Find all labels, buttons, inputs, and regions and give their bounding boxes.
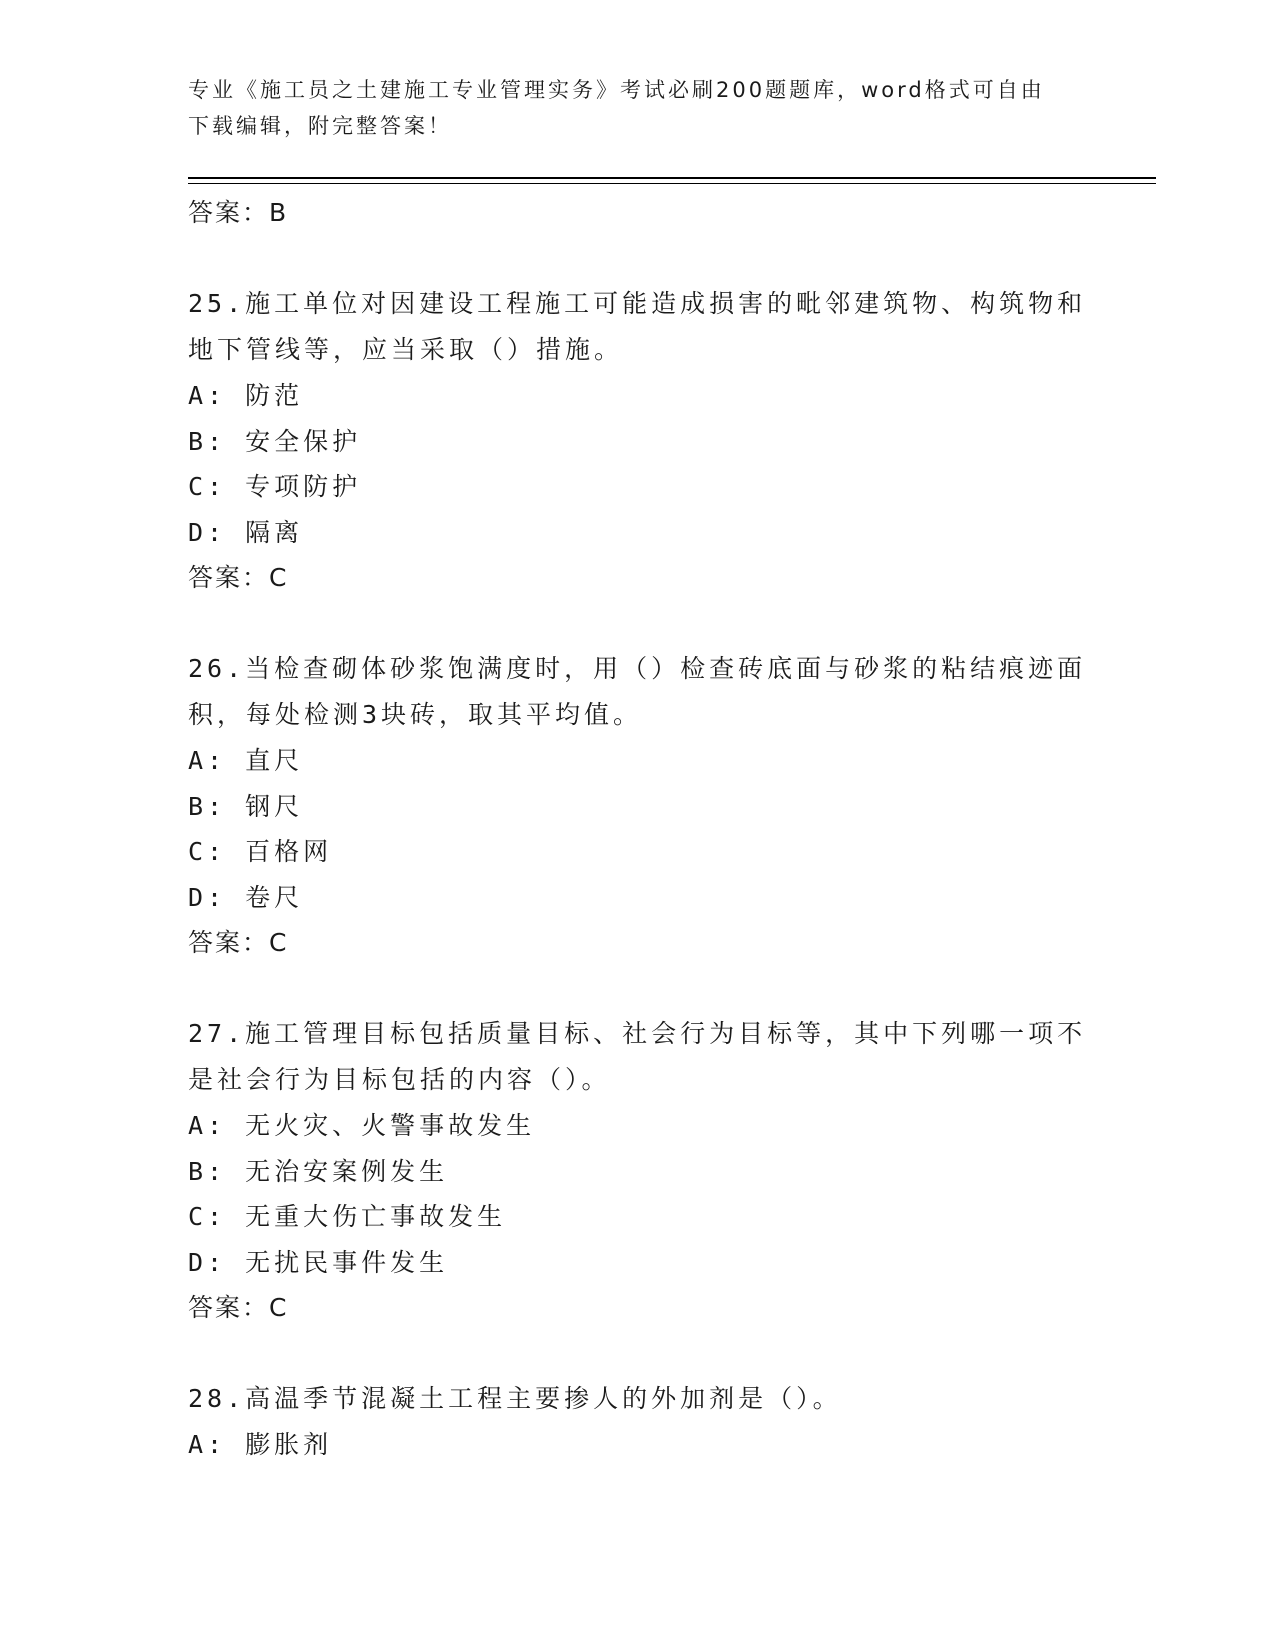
question-25	[188, 281, 1088, 600]
header-line-1: 专业《施工员之土建施工专业管理实务》考试必刷200题题库，word格式可自由	[188, 78, 1045, 102]
option-d: D: 无扰民事件发生	[188, 1247, 449, 1277]
question-stem-line: 积，每处检测3块砖，取其平均值。	[188, 700, 643, 729]
option-a: A: 无火灾、火警事故发生	[188, 1111, 536, 1140]
option-c: C: 无重大伤亡事故发生	[188, 1202, 507, 1231]
option-c: C: 专项防护	[188, 472, 362, 501]
question-28	[188, 1376, 1088, 1468]
question-answer: 答案：C	[188, 1293, 289, 1322]
question-stem-line: 是社会行为目标包括的内容（）。	[188, 1065, 611, 1094]
question-list	[188, 190, 1088, 1468]
option-b: B: 无治安案例发生	[188, 1156, 449, 1186]
question-stem-line: 28.高温季节混凝土工程主要掺人的外加剂是（）。	[188, 1384, 842, 1413]
option-c: C: 百格网	[188, 837, 333, 866]
question-stem	[188, 646, 1088, 738]
option-d: D: 卷尺	[188, 882, 304, 912]
question-26	[188, 646, 1088, 965]
question-stem-line: 27.施工管理目标包括质量目标、社会行为目标等，其中下列哪一项不	[188, 1019, 1087, 1048]
question-27	[188, 1011, 1088, 1330]
question-stem-line: 25.施工单位对因建设工程施工可能造成损害的毗邻建筑物、构筑物和	[188, 289, 1087, 318]
question-stem	[188, 1376, 1088, 1422]
header-line-2: 下载编辑，附完整答案！	[188, 114, 452, 138]
question-stem	[188, 1011, 1088, 1103]
option-b: B: 钢尺	[188, 791, 304, 821]
header-divider-thin	[188, 183, 1156, 184]
question-stem-line: 地下管线等，应当采取（）措施。	[188, 335, 624, 364]
option-a: A: 膨胀剂	[188, 1430, 333, 1459]
question-answer: 答案：C	[188, 928, 289, 957]
previous-answer: 答案：B	[188, 198, 289, 227]
option-d: D: 隔离	[188, 517, 304, 547]
option-a: A: 防范	[188, 381, 304, 410]
question-answer: 答案：C	[188, 563, 289, 592]
option-b: B: 安全保护	[188, 426, 362, 456]
header-divider-thick	[188, 177, 1156, 179]
page-header	[188, 72, 1088, 144]
option-a: A: 直尺	[188, 746, 304, 775]
question-stem-line: 26.当检查砌体砂浆饱满度时，用（）检查砖底面与砂浆的粘结痕迹面	[188, 654, 1087, 683]
question-stem	[188, 281, 1088, 373]
